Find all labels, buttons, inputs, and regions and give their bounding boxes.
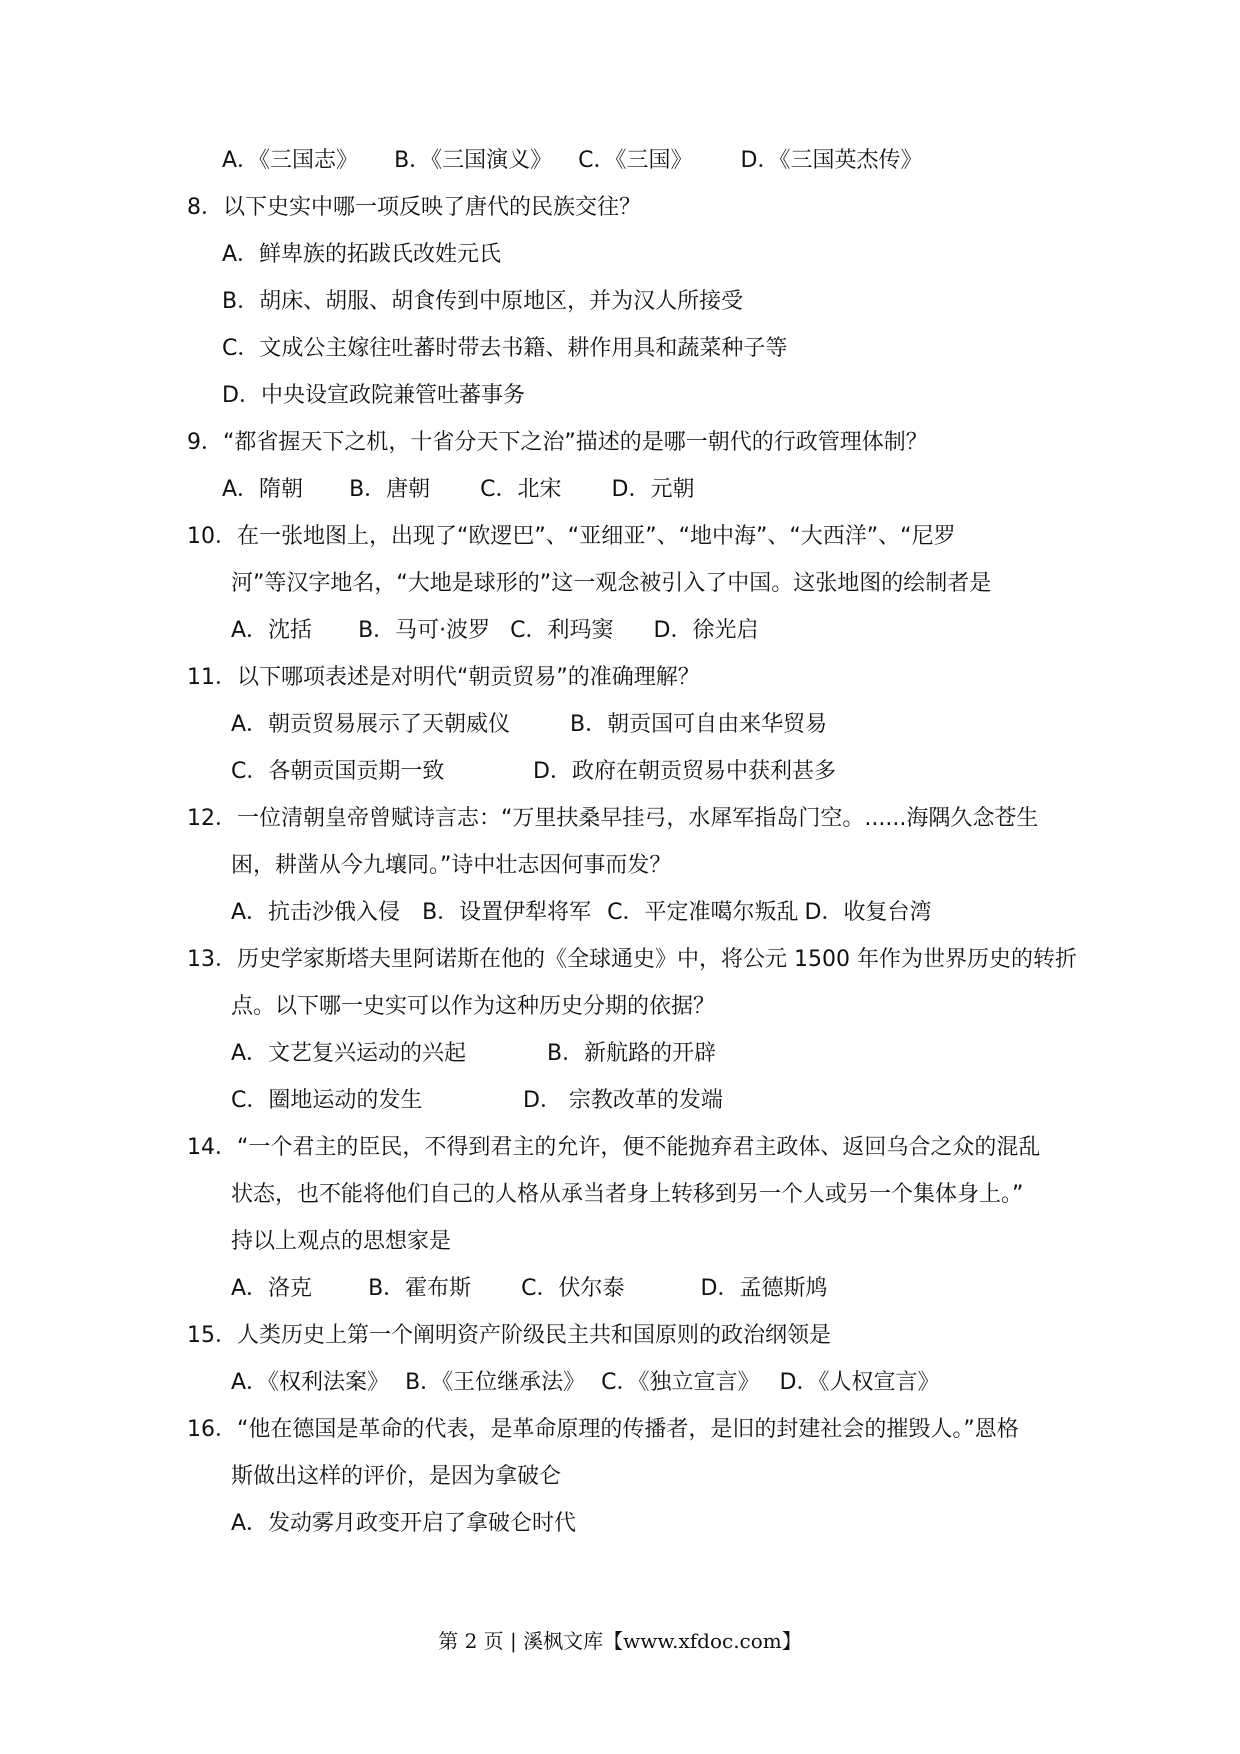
- q15-stem: 15．人类历史上第一个阐明资产阶级民主共和国原则的政治纲领是: [187, 1323, 831, 1348]
- q14-option-d: D．孟德斯鸠: [700, 1276, 828, 1301]
- q12-option-a: A．抗击沙俄入侵: [231, 900, 401, 925]
- q12-stem-line2: 困，耕凿从今九壤同。”诗中壮志因何事而发？: [231, 853, 672, 878]
- q11-option-b: B．朝贡国可自由来华贸易: [570, 712, 828, 737]
- q13-options-row2: [231, 1086, 723, 1116]
- q14-stem-line3: 持以上观点的思想家是: [231, 1229, 452, 1254]
- q11-option-d: D．政府在朝贡贸易中获利甚多: [533, 759, 836, 784]
- q15-option-a: A．《权利法案》: [231, 1370, 390, 1395]
- q13-option-c: C．圈地运动的发生: [231, 1088, 423, 1113]
- q10-options: [231, 616, 758, 646]
- q13-options-row1: [231, 1039, 716, 1069]
- q8-stem: 8．以下史实中哪一项反映了唐代的民族交往？: [187, 195, 641, 220]
- q12-option-b: B．设置伊犁将军: [422, 900, 592, 925]
- q11-option-a: A．朝贡贸易展示了天朝威仪: [231, 712, 511, 737]
- q15-option-b: B．《王位继承法》: [405, 1370, 586, 1395]
- q9-option-a: A．隋朝: [222, 477, 304, 502]
- q7-option-b: B．《三国演义》: [394, 148, 553, 173]
- q14-stem-line2: 状态，也不能将他们自己的人格从承当者身上转移到另一个人或另一个集体身上。”: [231, 1182, 1024, 1207]
- q9-option-b: B．唐朝: [349, 477, 431, 502]
- q16-stem-line1: 16．“他在德国是革命的代表，是革命原理的传播者，是旧的封建社会的摧毁人。”恩格: [187, 1417, 1019, 1442]
- q7-options: [222, 146, 922, 176]
- q10-option-d: D．徐光启: [653, 618, 759, 643]
- q10-option-a: A．沈括: [231, 618, 313, 643]
- q8-option-a: A．鲜卑族的拓跋氏改姓元氏: [222, 242, 502, 267]
- q13-option-b: B．新航路的开辟: [547, 1041, 717, 1066]
- q14-option-c: C．伏尔泰: [521, 1276, 625, 1301]
- q14-stem-line1: 14．“一个君主的臣民，不得到君主的允许，便不能抛弃君主政体、返回乌合之众的混乱: [187, 1135, 1041, 1160]
- q16-option-a: A．发动雾月政变开启了拿破仑时代: [231, 1511, 577, 1536]
- q8-option-d: D．中央设宣政院兼管吐蕃事务: [222, 383, 525, 408]
- q7-option-c: C．《三国》: [578, 148, 693, 173]
- q11-options-row2: [231, 757, 836, 787]
- q10-option-c: C．利玛窦: [510, 618, 614, 643]
- q16-stem-line2: 斯做出这样的评价，是因为拿破仑: [231, 1464, 562, 1489]
- q12-option-c: C．平定准噶尔叛乱: [607, 900, 799, 925]
- q13-option-a: A．文艺复兴运动的兴起: [231, 1041, 467, 1066]
- q10-option-b: B．马可·波罗: [358, 618, 491, 643]
- q15-option-c: C．《独立宣言》: [601, 1370, 760, 1395]
- q14-option-a: A．洛克: [231, 1276, 313, 1301]
- q8-option-b: B．胡床、胡服、胡食传到中原地区，并为汉人所接受: [222, 289, 744, 314]
- q9-stem: 9．“都省握天下之机，十省分天下之治”描述的是哪一朝代的行政管理体制？: [187, 430, 928, 455]
- q11-option-c: C．各朝贡国贡期一致: [231, 759, 445, 784]
- q7-option-a: A．《三国志》: [222, 148, 359, 173]
- q11-options-row1: [231, 710, 827, 740]
- q14-options: [231, 1274, 827, 1304]
- q13-stem-line1: 13．历史学家斯塔夫里阿诺斯在他的《全球通史》中，将公元 1500 年作为世界历史的转折: [187, 947, 1077, 972]
- q15-option-d: D．《人权宣言》: [779, 1370, 940, 1395]
- q7-option-d: D．《三国英杰传》: [740, 148, 923, 173]
- q9-option-d: D．元朝: [611, 477, 695, 502]
- q12-stem-line1: 12．一位清朝皇帝曾赋诗言志：“万里扶桑早挂弓，水犀军指岛门空。......海隅久念苍生: [187, 806, 1039, 831]
- q14-option-b: B．霍布斯: [368, 1276, 472, 1301]
- q10-stem-line1: 10．在一张地图上，出现了“欧逻巴”、“亚细亚”、“地中海”、“大西洋”、“尼罗: [187, 524, 956, 549]
- q15-options: [231, 1368, 939, 1398]
- q12-options: [231, 898, 931, 928]
- q11-stem: 11．以下哪项表述是对明代“朝贡贸易”的准确理解？: [187, 665, 700, 690]
- q9-options: [222, 475, 694, 505]
- q10-stem-line2: 河”等汉字地名，“大地是球形的”这一观念被引入了中国。这张地图的绘制者是: [231, 571, 992, 596]
- q8-option-c: C．文成公主嫁往吐蕃时带去书籍、耕作用具和蔬菜种子等: [222, 336, 788, 361]
- q12-option-d: D．收复台湾: [804, 900, 932, 925]
- q9-option-c: C．北宋: [480, 477, 562, 502]
- page-footer: 第 2 页 | 溪枫文库【www.xfdoc.com】: [438, 1629, 802, 1653]
- q13-option-d: D． 宗教改革的发端: [523, 1088, 723, 1113]
- q13-stem-line2: 点。以下哪一史实可以作为这种历史分期的依据？: [231, 994, 716, 1019]
